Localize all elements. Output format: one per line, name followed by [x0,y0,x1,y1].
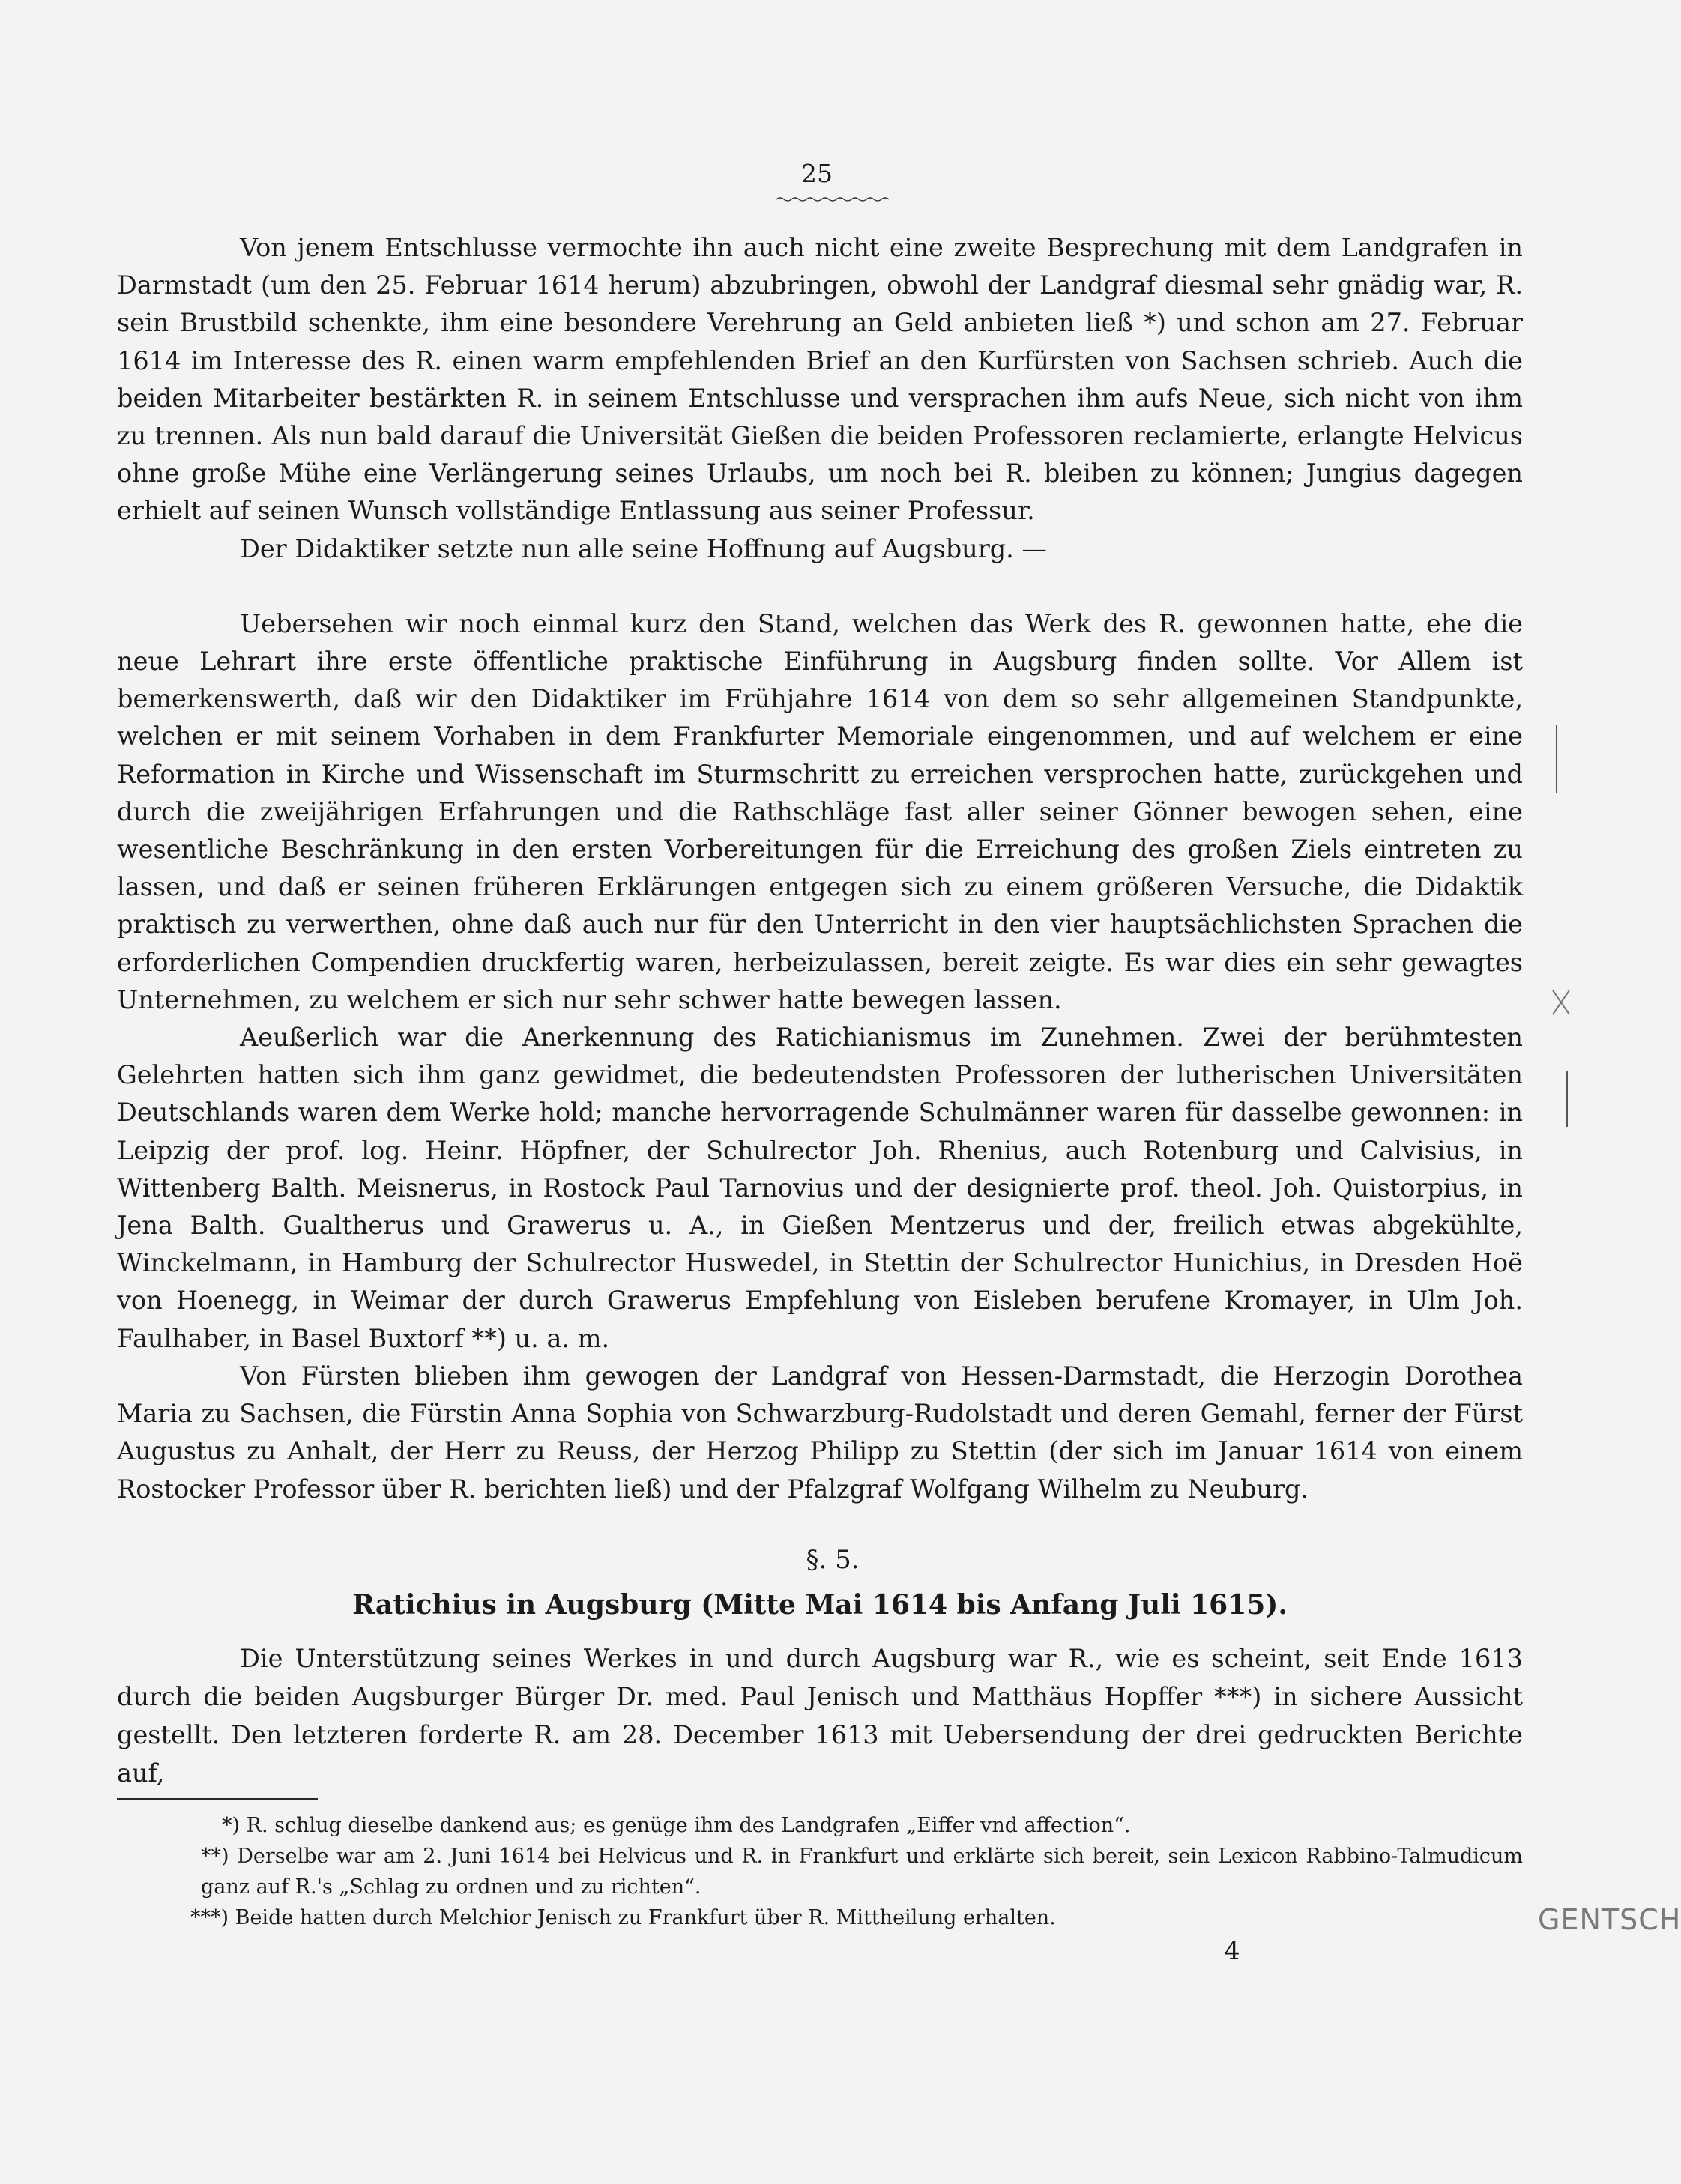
page-number: 25 [801,159,833,188]
footnotes [117,1810,1523,1933]
margin-mark [1556,725,1557,793]
footnote: ***) Beide hatten durch Melchior Jenisch zu Frankfurt über R. Mittheilung erhalten. [190,1906,1056,1929]
footnote: **) Derselbe war am 2. Juni 1614 bei Helvicus und R. in Frankfurt und erklärte sich bereit, sein Lexicon Rabbino-Talmudicum ganz auf R.'s „Schlag zu ordnen und zu richten“. [201,1845,1523,1899]
paragraph: Uebersehen wir noch einmal kurz den Stand, welchen das Werk des R. gewonnen hatte, ehe die neue Lehrart ihre erste öffentliche praktische Einführung in Augsburg finden sollte. Vor Allem ist bemerkenswerth, daß wir den Didaktiker im Frühjahre 1614 von dem so sehr allgemeinen Standpunkte, welchen er mit seinem Vorhaben in dem Frankfurter Memoriale eingenommen, und auf welchem er eine Reformation in Kirche und Wissenschaft im Sturmschritt zu erreichen versprochen hatte, zurückgehen und durch die zweijährigen Erfahrungen und die Rathschläge fast aller seiner Gönner bewogen sehen, eine wesentliche Beschränkung in den ersten Vorbereitungen für die Erreichung des großen Ziels eintreten zu lassen, und daß er seinen früheren Erklärungen entgegen sich zu einem größeren Versuche, die Didaktik praktisch zu verwerthen, ohne daß auch nur für den Unterricht in den vier hauptsächlichsten Sprachen die erforderlichen Compendien druckfertig waren, herbeizulassen, bereit zeigte. Es war dies ein sehr gewagtes Unternehmen, zu welchem er sich nur sehr schwer hatte bewegen lassen. [117,608,1523,1014]
paragraph: Von jenem Entschlusse vermochte ihn auch nicht eine zweite Besprechung mit dem Landgrafen in Darmstadt (um den 25. Februar 1614 herum) abzubringen, obwohl der Landgraf diesmal sehr gnädig war, R. sein Brustbild schenkte, ihm eine besondere Verehrung an Geld anbieten ließ *) und schon am 27. Februar 1614 im Interesse des R. einen warm empfehlenden Brief an den Kurfürsten von Sachsen schrieb. Auch die beiden Mitarbeiter bestärkten R. in seinem Entschlusse und versprachen ihm aufs Neue, sich nicht von ihm zu trennen. Als nun bald darauf die Universität Gießen die beiden Professoren reclamierte, erlangte Helvicus ohne große Mühe eine Verlängerung seines Urlaubs, um noch bei R. bleiben zu können; Jungius dagegen erhielt auf seinen Wunsch vollständige Entlassung aus seiner Professur. [117,233,1523,526]
main-text [117,229,1523,1508]
paragraph: Die Unterstützung seines Werkes in und durch Augsburg war R., wie es scheint, seit Ende 1613 durch die beiden Augsburger Bürger Dr. med. Paul Jenisch und Matthäus Hopffer ***) in sichere Aussicht gestellt. Den letzteren forderte R. am 28. December 1613 mit Uebersendung der drei gedruckten Berichte auf, [117,1644,1523,1788]
footnote-rule [117,1798,318,1800]
section-heading: Ratichius in Augsburg (Mitte Mai 1614 bis Anfang Juli 1615). [352,1589,1288,1621]
margin-mark [1566,1071,1568,1127]
section-text [117,1639,1523,1792]
pencil-annotation: GENTSCH [1538,1903,1681,1936]
margin-cross-mark [1550,987,1572,1017]
footnote: *) R. schlug dieselbe dankend aus; es genüge ihm des Landgrafen „Eiffer vnd affection“. [222,1814,1131,1837]
signature-mark: 4 [1224,1936,1240,1965]
paragraph: Aeußerlich war die Anerkennung des Ratichianismus im Zunehmen. Zwei der berühmtesten Gelehrten hatten sich ihm ganz gewidmet, die bedeutendsten Professoren der lutherischen Universitäten Deutschlands waren dem Werke hold; manche hervorragende Schulmänner waren für dasselbe gewonnen: in Leipzig der prof. log. Heinr. Höpfner, der Schulrector Joh. Rhenius, auch Rotenburg und Calvisius, in Wittenberg Balth. Meisnerus, in Rostock Paul Tarnovius und der designierte prof. theol. Joh. Quistorpius, in Jena Balth. Gualtherus und Grawerus u. A., in Gießen Mentzerus und der, freilich etwas abgekühlte, Winckelmann, in Hamburg der Schulrector Huswedel, in Stettin der Schulrector Hunichius, in Dresden Hoë von Hoenegg, in Weimar der durch Grawerus Empfehlung von Eisleben berufene Kromayer, in Ulm Joh. Faulhaber, in Basel Buxtorf **) u. a. m. [117,1023,1523,1353]
paragraph: Der Didaktiker setzte nun alle seine Hoffnung auf Augsburg. — [240,533,1047,563]
paragraph: Von Fürsten blieben ihm gewogen der Landgraf von Hessen-Darmstadt, die Herzogin Dorothea Maria zu Sachsen, die Fürstin Anna Sophia von Schwarzburg-Rudolstadt und deren Gemahl, ferner der Fürst Augustus zu Anhalt, der Herr zu Reuss, der Herzog Philipp zu Stettin (der sich im Januar 1614 von einem Rostocker Professor über R. berichten ließ) und der Pfalzgraf Wolfgang Wilhelm zu Neuburg. [117,1361,1523,1504]
ornamental-rule [776,196,889,202]
section-number: §. 5. [806,1545,860,1575]
